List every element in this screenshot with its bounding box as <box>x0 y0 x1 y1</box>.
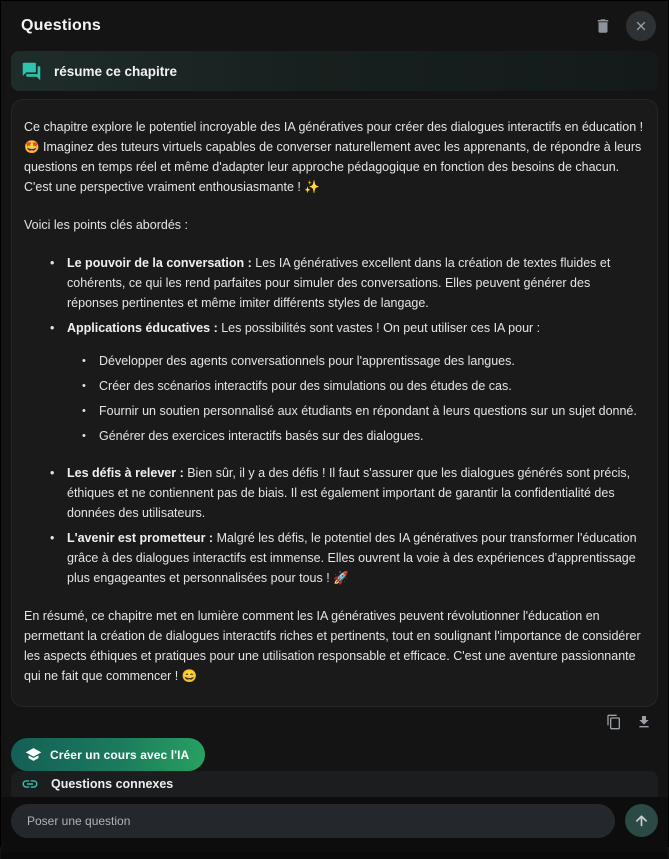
answer-actions <box>1 707 668 734</box>
list-item <box>24 253 645 313</box>
list-item: • Développer des agents conversationnels pour l'apprentissage des langues. <box>67 351 645 371</box>
bottom-strip <box>1 852 668 859</box>
download-icon <box>636 714 652 730</box>
bullet-title: Applications éducatives : <box>67 321 218 335</box>
key-points-list <box>24 253 645 588</box>
question-label: résume ce chapitre <box>54 63 178 79</box>
list-item: • Fournir un soutien personnalisé aux étudiants en répondant à leurs questions sur un sujet donné. <box>67 401 645 421</box>
answer-card <box>11 99 658 707</box>
bullet-text: Malgré les défis, le potentiel des IA génératives pour transformer l'éducation grâce à des dialogues interactifs est immense. Elles ouvrent la voie à des expériences d'apprentissage plus engageantes et personnalisées pour tous ! 🚀 <box>67 531 637 585</box>
graduation-cap-icon <box>25 746 42 763</box>
close-icon <box>634 19 648 33</box>
download-button[interactable] <box>632 710 656 734</box>
answer-paragraph-closing: En résumé, ce chapitre met en lumière comment les IA génératives peuvent révolutionner l'éducation en permettant la création de dialogues interactifs riches et pertinents, tout en soulignant l'importance de considérer les aspects éthiques et pratiques pour une utilisation responsable et efficace. C'est une aventure passionnante qui ne fait que commencer ! 😄 <box>24 609 641 683</box>
create-course-label: Créer un cours avec l'IA <box>50 747 190 762</box>
related-questions-label: Questions connexes <box>51 777 174 791</box>
applications-sublist <box>67 351 645 446</box>
chat-icon <box>21 61 42 82</box>
composer-bar <box>1 797 668 852</box>
list-item: • Générer des exercices interactifs basés sur des dialogues. <box>67 426 645 446</box>
trash-icon <box>594 17 612 35</box>
bullet-title: L'avenir est prometteur : <box>67 531 214 545</box>
copy-icon <box>606 714 622 730</box>
bullet-text: Les IA génératives excellent dans la création de textes fluides et cohérents, ce qui les rend parfaites pour simuler des conversations. Elles peuvent générer des réponses pertinentes et même imiter différents styles de langage. <box>67 256 611 310</box>
answer-paragraph-lead: Voici les points clés abordés : <box>24 218 188 232</box>
panel-header <box>1 1 668 51</box>
question-input[interactable] <box>11 804 615 838</box>
list-item: • Créer des scénarios interactifs pour des simulations ou des études de cas. <box>67 376 645 396</box>
list-item <box>24 528 645 588</box>
list-item <box>24 463 645 523</box>
bullet-text: Bien sûr, il y a des défis ! Il faut s'assurer que les dialogues générés sont précis, éthiques et ne contiennent pas de biais. Il est également important de garantir la confidentialité des données des utilisateurs. <box>67 466 631 520</box>
related-questions-bar[interactable] <box>11 771 658 797</box>
send-button[interactable] <box>625 804 658 837</box>
answer-paragraph-intro: Ce chapitre explore le potentiel incroyable des IA génératives pour créer des dialogues interactifs en éducation ! 🤩 Imaginez des tuteurs virtuels capables de converser naturellement avec les apprenants, de répondre à leurs questions en temps réel et même d'adapter leur approche pédagogique en fonction des besoins de chacun. C'est une perspective vraiment enthousiasmante ! ✨ <box>24 120 644 194</box>
bullet-title: Les défis à relever : <box>67 466 184 480</box>
asked-question-row[interactable] <box>11 51 658 91</box>
copy-button[interactable] <box>602 710 626 734</box>
delete-button[interactable] <box>588 11 618 41</box>
create-course-button[interactable] <box>11 738 205 771</box>
close-button[interactable] <box>626 11 656 41</box>
bullet-text: Les possibilités sont vastes ! On peut utiliser ces IA pour : <box>221 321 541 335</box>
link-icon <box>21 775 39 793</box>
bullet-title: Le pouvoir de la conversation : <box>67 256 252 270</box>
list-item <box>24 318 645 446</box>
page-title: Questions <box>21 17 102 34</box>
arrow-up-icon <box>633 812 650 829</box>
